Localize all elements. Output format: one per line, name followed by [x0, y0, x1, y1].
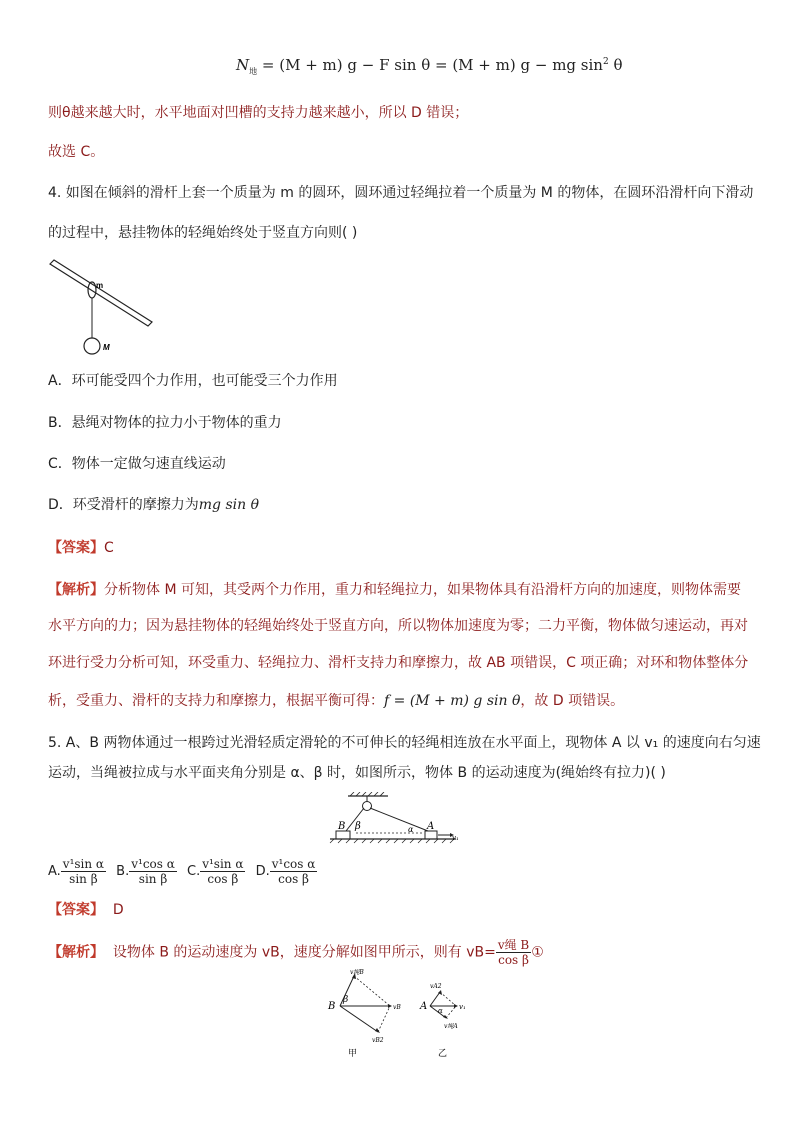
- q4-answer: [48, 538, 114, 558]
- q4-option-c: C．物体一定做匀速直线运动: [48, 456, 226, 472]
- q4-analysis-label: 【解析】: [48, 582, 104, 598]
- q5-option-c: [187, 857, 245, 886]
- q4-analysis-line-1: [48, 580, 741, 600]
- eq-part1: = (M + m) g − F sin θ = (M + m) g − mg sin: [257, 56, 603, 74]
- q5-stem-line-1: 5. A、B 两物体通过一根跨过光滑轻质定滑轮的不可伸长的轻绳相连放在水平面上，现物体 A 以 v₁ 的速度向右匀速: [48, 735, 761, 751]
- caption-yi: 乙: [438, 1049, 448, 1058]
- block-b: [336, 831, 350, 839]
- mass-ball: [84, 338, 100, 354]
- q5-option-a-den: sin β: [69, 872, 98, 886]
- q4-analysis-text-1: 分析物体 M 可知，其受两个力作用，重力和轻绳拉力，如果物体具有沿滑杆方向的加速度，则物体需要: [104, 582, 741, 598]
- block-a: [425, 831, 437, 839]
- figure-yi: [419, 983, 466, 1058]
- q4-analysis-line-4: [48, 691, 624, 711]
- q4-analysis-text-4b: ，故 D 项错误。: [520, 693, 625, 709]
- top-equation: [236, 56, 623, 77]
- prev-line-1: 则θ越来越大时，水平地面对凹槽的支持力越来越小，所以 D 错误；: [48, 105, 469, 121]
- fig-label-v1: v₁: [452, 834, 459, 842]
- q5-option-b-label: B.: [116, 864, 130, 879]
- q5-option-b-frac: [129, 857, 177, 886]
- q5-velocity-figure: [320, 966, 480, 1058]
- q5-analysis-label: 【解析】: [48, 944, 104, 961]
- q5-option-c-frac: [200, 857, 245, 886]
- q5-analysis-circle: ①: [531, 944, 544, 961]
- q5-option-a-label: A.: [48, 864, 61, 879]
- q5-analysis: [48, 938, 544, 967]
- q4-answer-value: C: [104, 540, 114, 556]
- q5-option-b-den: sin β: [138, 872, 168, 886]
- fig-label-a: A: [427, 821, 435, 832]
- q5-option-c-den: cos β: [207, 872, 239, 886]
- yi-label-va2: vA2: [430, 983, 442, 990]
- q5-option-a-frac: [61, 857, 106, 886]
- q5-answer-label: 【答案】: [48, 902, 104, 918]
- q5-answer-value: D: [112, 902, 124, 918]
- caption-jia: 甲: [348, 1049, 358, 1058]
- eq-lhs-sub: 地: [249, 67, 258, 76]
- q4-analysis-line-2: 水平方向的力；因为悬挂物体的轻绳始终处于竖直方向，所以物体加速度为零；二力平衡，物体做匀速运动，再对: [48, 618, 748, 634]
- q4-analysis-math: f = (M + m) g sin θ: [384, 693, 521, 709]
- label-m: m: [96, 281, 104, 290]
- q4-option-d-math: mg sin θ: [198, 497, 260, 513]
- q5-answer: [48, 900, 124, 920]
- prev-line-2: 故选 C。: [48, 144, 105, 160]
- q5-analysis-den: cos β: [498, 953, 529, 967]
- eq-sq: 2: [602, 57, 609, 67]
- q4-analysis-text-4a: 析，受重力、滑杆的支持力和摩擦力，根据平衡可得：: [48, 693, 384, 709]
- eq-end: θ: [608, 56, 623, 74]
- q4-stem-line-1: 4. 如图在倾斜的滑杆上套一个质量为 m 的圆环，圆环通过轻绳拉着一个质量为 M 的物体，在圆环沿滑杆向下滑动: [48, 185, 754, 201]
- q5-option-d-num: v¹cos α: [271, 857, 316, 871]
- q4-option-d-text: D．环受滑杆的摩擦力为: [48, 497, 199, 513]
- q4-figure-rod-ring: [48, 258, 158, 358]
- q5-option-d-label: D.: [255, 864, 270, 879]
- q5-option-a-num: v¹sin α: [62, 857, 105, 871]
- q5-analysis-text: 设物体 B 的运动速度为 vB，速度分解如图甲所示，则有 vB=: [112, 944, 496, 961]
- figure-jia: [327, 968, 401, 1058]
- q5-option-d-den: cos β: [278, 872, 309, 886]
- q5-option-c-num: v¹sin α: [202, 857, 244, 871]
- q4-stem-line-2: 的过程中，悬挂物体的轻绳始终处于竖直方向则( ): [48, 225, 358, 241]
- yi-label-v1: v₁: [459, 1003, 466, 1011]
- q5-option-d: [256, 857, 318, 886]
- va2-vector: [430, 992, 440, 1006]
- pulley: [363, 802, 372, 811]
- q5-option-b-num: v¹cos α: [131, 857, 175, 871]
- label-M: M: [103, 343, 110, 352]
- jia-label-v-sheng-b: v绳B: [350, 969, 364, 976]
- q4-option-d: [48, 495, 259, 515]
- yi-label-v-sheng-a: v绳A: [444, 1023, 458, 1030]
- fig-label-beta: β: [355, 821, 361, 832]
- rope-to-a: [370, 808, 428, 831]
- q5-analysis-frac: [496, 938, 531, 967]
- q5-figure-pulley: [328, 792, 468, 846]
- q5-options: [48, 857, 323, 886]
- eq-lhs: N: [236, 56, 250, 74]
- jia-label-beta: β: [343, 995, 349, 1005]
- q4-option-b: B．悬绳对物体的拉力小于物体的重力: [48, 415, 282, 431]
- yi-label-alpha: α: [438, 1007, 443, 1015]
- slide-rod: [50, 260, 152, 326]
- q5-option-c-label: C.: [187, 864, 201, 879]
- fig-label-alpha: α: [408, 825, 414, 834]
- jia-label-vb2: vB2: [372, 1037, 384, 1044]
- q5-analysis-num: v绳 B: [497, 938, 530, 952]
- q5-stem-line-2: 运动，当绳被拉成与水平面夹角分别是 α、β 时，如图所示，物体 B 的运动速度为(绳始终有拉力)( ): [48, 765, 666, 781]
- q5-option-d-frac: [270, 857, 318, 886]
- jia-label-vb: vB: [393, 1004, 401, 1011]
- q4-analysis-line-3: 环进行受力分析可知，环受重力、轻绳拉力、滑杆支持力和摩擦力，故 AB 项错误，C 项正确；对环和物体整体分: [48, 655, 749, 671]
- q5-option-a: [48, 857, 106, 886]
- vb2-vector: [340, 1006, 378, 1032]
- q4-answer-label: 【答案】: [48, 540, 104, 556]
- q4-option-a: A．环可能受四个力作用，也可能受三个力作用: [48, 373, 338, 389]
- q5-option-b: [116, 857, 177, 886]
- yi-label-a: A: [420, 1001, 428, 1012]
- fig-label-b: B: [338, 821, 346, 832]
- jia-label-b: B: [328, 1001, 336, 1012]
